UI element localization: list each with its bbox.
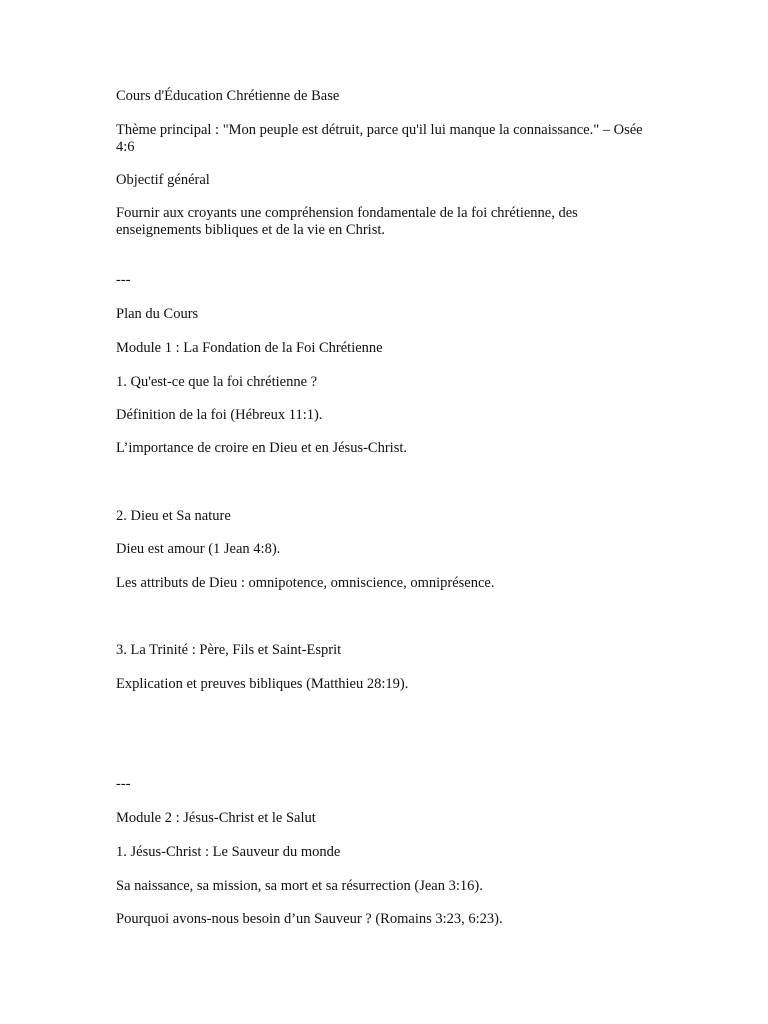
main-theme: Thème principal : "Mon peuple est détruit, parce qu'il lui manque la connaissance." – Osée 4:6 — [116, 122, 643, 155]
separator: --- — [116, 776, 131, 792]
list-item: Définition de la foi (Hébreux 11:1). — [116, 407, 323, 423]
list-item: Pourquoi avons-nous besoin d’un Sauveur ? (Romains 3:23, 6:23). — [116, 911, 503, 927]
list-item: L’importance de croire en Dieu et en Jésus-Christ. — [116, 440, 407, 456]
document-title: Cours d'Éducation Chrétienne de Base — [116, 88, 340, 104]
list-item: Les attributs de Dieu : omnipotence, omniscience, omniprésence. — [116, 575, 495, 591]
module-1-section-2-title: 2. Dieu et Sa nature — [116, 508, 231, 524]
list-item: Dieu est amour (1 Jean 4:8). — [116, 541, 281, 557]
module-1-title: Module 1 : La Fondation de la Foi Chrétienne — [116, 340, 383, 356]
plan-heading: Plan du Cours — [116, 306, 199, 322]
objective-text: Fournir aux croyants une compréhension fondamentale de la foi chrétienne, des enseignements bibliques et de la vie en Christ. — [116, 205, 578, 238]
list-item: Sa naissance, sa mission, sa mort et sa résurrection (Jean 3:16). — [116, 878, 483, 894]
module-1-section-3-title: 3. La Trinité : Père, Fils et Saint-Esprit — [116, 642, 342, 658]
objective-heading: Objectif général — [116, 172, 210, 188]
separator: --- — [116, 272, 131, 288]
module-2-section-1-title: 1. Jésus-Christ : Le Sauveur du monde — [116, 844, 341, 860]
module-1-section-1-title: 1. Qu'est-ce que la foi chrétienne ? — [116, 374, 318, 390]
module-2-title: Module 2 : Jésus-Christ et le Salut — [116, 810, 316, 826]
list-item: Explication et preuves bibliques (Matthieu 28:19). — [116, 676, 409, 692]
